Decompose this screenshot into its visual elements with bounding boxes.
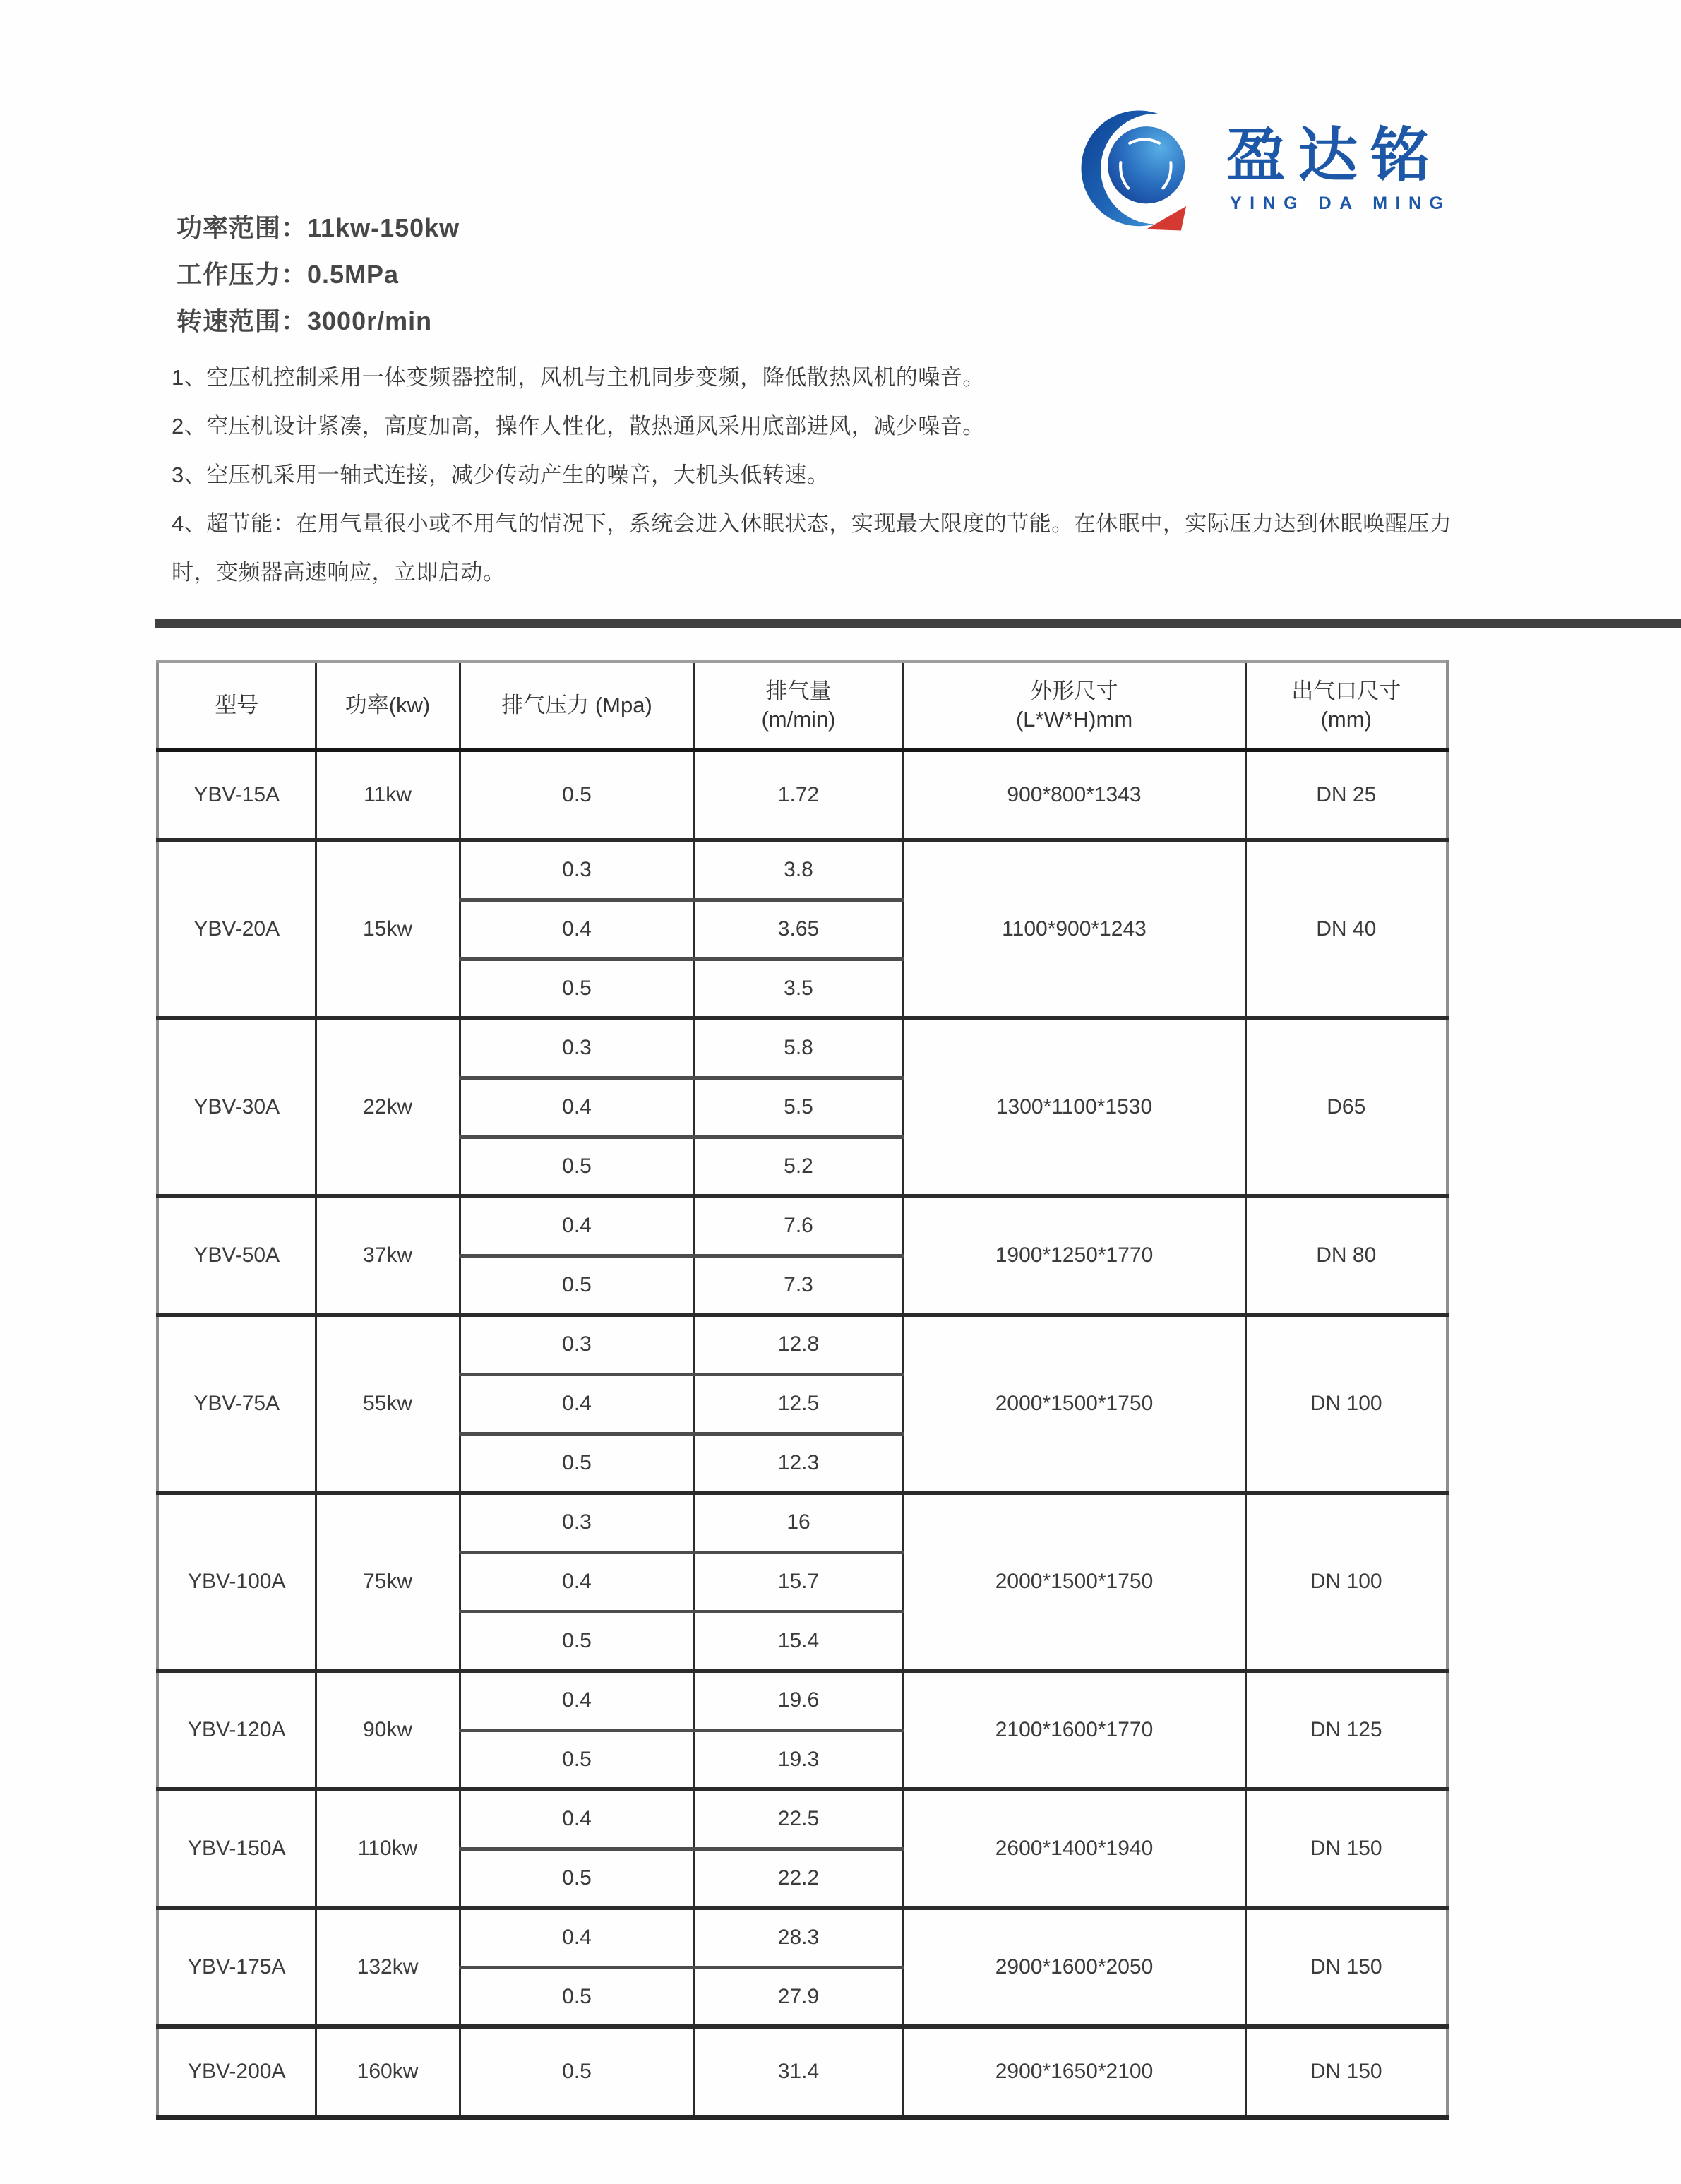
flow-cell: 3.5 [694,959,903,1018]
pressure-cell: 0.4 [460,1908,694,1967]
table-row [157,2027,1447,2117]
flow-cell: 12.8 [694,1315,903,1374]
flow-cell: 22.2 [694,1849,903,1908]
dimensions-cell: 1300*1100*1530 [903,1018,1245,1196]
power-cell: 160kw [316,2027,460,2117]
dimensions-cell: 2000*1500*1750 [903,1493,1245,1671]
pressure-cell: 0.5 [460,1137,694,1196]
pressure-cell: 0.5 [460,2027,694,2117]
table-row [157,1789,1447,1849]
outlet-cell: DN 125 [1245,1671,1447,1789]
feature-item-2: 2、空压机设计紧凑，高度加高，操作人性化，散热通风采用底部进风，减少噪音。 [172,414,985,438]
power-cell: 15kw [316,840,460,1018]
pressure-cell: 0.3 [460,1493,694,1552]
spec-table [156,660,1449,2120]
power-cell: 132kw [316,1908,460,2027]
spec-line-power-range: 功率范围：11kw-150kw [177,213,460,242]
col-header-pressure: 排气压力 (Mpa) [460,662,694,750]
pressure-cell: 0.3 [460,1315,694,1374]
company-name-pinyin: YING DA MING [1230,193,1452,213]
pressure-cell: 0.5 [460,1611,694,1671]
flow-cell: 3.8 [694,840,903,900]
pressure-cell: 0.5 [460,1255,694,1315]
pressure-cell: 0.5 [460,1433,694,1493]
section-divider-bar [155,619,1681,628]
flow-cell: 15.7 [694,1552,903,1611]
col-header-outlet: 出气口尺寸 (mm) [1245,662,1447,750]
flow-cell: 19.6 [694,1671,903,1730]
col-header-power: 功率(kw) [316,662,460,750]
power-cell: 90kw [316,1671,460,1789]
flow-cell: 12.3 [694,1433,903,1493]
power-cell: 37kw [316,1196,460,1315]
table-row [157,1018,1447,1078]
outlet-cell: DN 150 [1245,1908,1447,2027]
pressure-cell: 0.4 [460,1552,694,1611]
dimensions-cell: 2900*1650*2100 [903,2027,1245,2117]
table-row [157,1671,1447,1730]
flow-cell: 16 [694,1493,903,1552]
dimensions-cell: 1100*900*1243 [903,840,1245,1018]
pressure-cell: 0.4 [460,1196,694,1255]
power-cell: 110kw [316,1789,460,1908]
table-row [157,1908,1447,1967]
spec-table-header [157,662,1447,750]
pressure-cell: 0.4 [460,900,694,959]
flow-cell: 31.4 [694,2027,903,2117]
feature-item-3: 3、空压机采用一轴式连接，减少传动产生的噪音，大机头低转速。 [172,463,830,487]
dimensions-cell: 2900*1600*2050 [903,1908,1245,2027]
pressure-cell: 0.5 [460,1730,694,1789]
power-cell: 75kw [316,1493,460,1671]
table-row [157,1315,1447,1374]
outlet-cell: DN 100 [1245,1315,1447,1493]
pressure-cell: 0.4 [460,1374,694,1433]
model-cell: YBV-20A [157,840,316,1018]
pressure-cell: 0.4 [460,1789,694,1849]
model-cell: YBV-75A [157,1315,316,1493]
pressure-cell: 0.3 [460,840,694,900]
pressure-cell: 0.5 [460,1849,694,1908]
model-cell: YBV-100A [157,1493,316,1671]
model-cell: YBV-175A [157,1908,316,2027]
pressure-cell: 0.5 [460,750,694,840]
model-cell: YBV-150A [157,1789,316,1908]
flow-cell: 5.2 [694,1137,903,1196]
pressure-cell: 0.4 [460,1078,694,1137]
outlet-cell: DN 40 [1245,840,1447,1018]
pressure-cell: 0.5 [460,959,694,1018]
spec-table-body [157,750,1447,2117]
flow-cell: 19.3 [694,1730,903,1789]
flow-cell: 7.3 [694,1255,903,1315]
power-cell: 22kw [316,1018,460,1196]
outlet-cell: D65 [1245,1018,1447,1196]
table-row [157,840,1447,900]
flow-cell: 3.65 [694,900,903,959]
red-flag-shape [1147,206,1186,231]
col-header-model: 型号 [157,662,316,750]
company-logo-icon [1073,106,1202,234]
spec-line-speed-range: 转速范围：3000r/min [177,306,433,335]
spec-line-working-pressure: 工作压力：0.5MPa [177,260,400,289]
power-cell: 11kw [316,750,460,840]
flow-cell: 1.72 [694,750,903,840]
flow-cell: 27.9 [694,1967,903,2027]
outlet-cell: DN 150 [1245,1789,1447,1908]
flow-cell: 7.6 [694,1196,903,1255]
table-row [157,1493,1447,1552]
pressure-cell: 0.4 [460,1671,694,1730]
model-cell: YBV-120A [157,1671,316,1789]
flow-cell: 28.3 [694,1908,903,1967]
pressure-cell: 0.3 [460,1018,694,1078]
outlet-cell: DN 80 [1245,1196,1447,1315]
dimensions-cell: 2600*1400*1940 [903,1789,1245,1908]
flow-cell: 15.4 [694,1611,903,1671]
model-cell: YBV-30A [157,1018,316,1196]
model-cell: YBV-50A [157,1196,316,1315]
dimensions-cell: 2000*1500*1750 [903,1315,1245,1493]
outlet-cell: DN 25 [1245,750,1447,840]
header-row [157,662,1447,750]
col-header-dimensions: 外形尺寸 (L*W*H)mm [903,662,1245,750]
dimensions-cell: 2100*1600*1770 [903,1671,1245,1789]
model-cell: YBV-15A [157,750,316,840]
flow-cell: 5.5 [694,1078,903,1137]
table-row [157,1196,1447,1255]
feature-item-1: 1、空压机控制采用一体变频器控制，风机与主机同步变频，降低散热风机的噪音。 [172,365,985,390]
feature-item-4: 4、超节能：在用气量很小或不用气的情况下，系统会进入休眠状态，实现最大限度的节能。在休眠中，实际压力达到休眠唤醒压力时，变频器高速响应，立即启动。 [172,511,1452,585]
company-name: 盈达铭 [1226,122,1443,189]
spec-summary [177,205,460,345]
outlet-cell: DN 100 [1245,1493,1447,1671]
outlet-cell: DN 150 [1245,2027,1447,2117]
flow-cell: 22.5 [694,1789,903,1849]
power-cell: 55kw [316,1315,460,1493]
model-cell: YBV-200A [157,2027,316,2117]
feature-list [172,353,1465,597]
table-row [157,750,1447,840]
dimensions-cell: 1900*1250*1770 [903,1196,1245,1315]
flow-cell: 12.5 [694,1374,903,1433]
dimensions-cell: 900*800*1343 [903,750,1245,840]
col-header-flow: 排气量 (m/min) [694,662,903,750]
pressure-cell: 0.5 [460,1967,694,2027]
spec-table-container [156,660,1449,2120]
flow-cell: 5.8 [694,1018,903,1078]
